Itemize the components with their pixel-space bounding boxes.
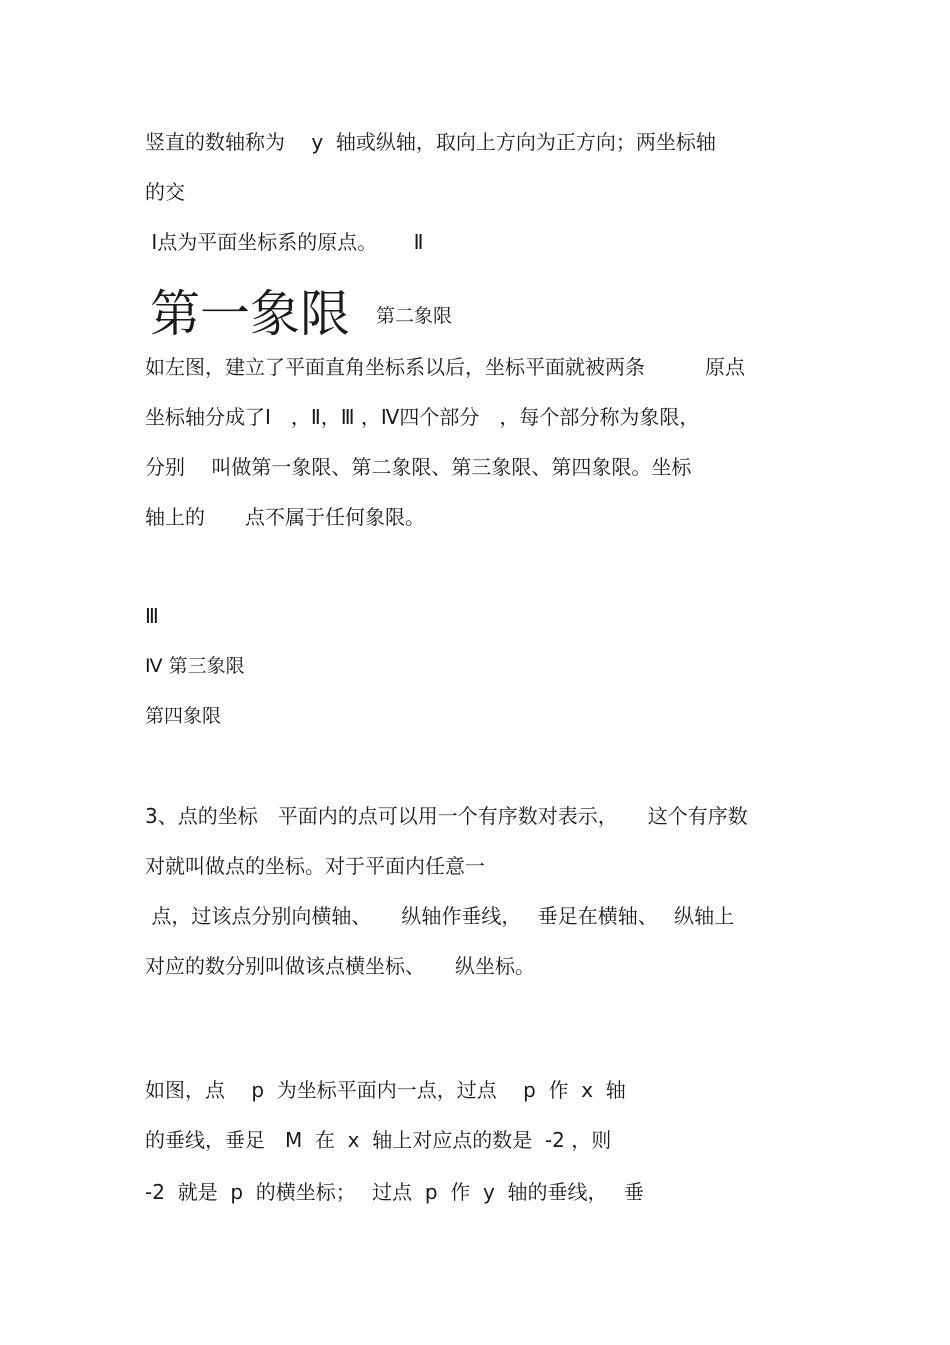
text-line-12: 如图，点 p 为坐标平面内一点，过点 p 作 x 轴	[145, 1078, 626, 1102]
text-line-10: 点，过该点分别向横轴、 纵轴作垂线， 垂足在横轴、 纵轴上	[145, 904, 735, 928]
text-line-1: 竖直的数轴称为 y 轴或纵轴，取向上方向为正方向；两坐标轴	[145, 130, 716, 154]
text-line-9: 对就叫做点的坐标。对于平面内任意一	[145, 854, 485, 878]
label-fourth-quadrant: 第四象限	[145, 705, 222, 727]
label-third-quadrant: Ⅳ 第三象限	[145, 655, 245, 677]
text-line-3: Ⅰ点为平面坐标系的原点。 Ⅱ	[145, 230, 424, 254]
text-line-11: 对应的数分别叫做该点横坐标、 纵坐标。	[145, 954, 535, 978]
heading-first-quadrant: 第一象限	[150, 285, 350, 343]
label-second-quadrant: 第二象限	[376, 305, 453, 327]
text-line-7: 轴上的 点不属于任何象限。	[145, 505, 425, 529]
text-line-6: 分别 叫做第一象限、第二象限、第三象限、第四象限。坐标	[145, 455, 692, 479]
text-line-8: 3、点的坐标 平面内的点可以用一个有序数对表示， 这个有序数	[145, 804, 748, 828]
roman-three: Ⅲ	[145, 604, 159, 628]
text-line-5: 坐标轴分成了Ⅰ ，Ⅱ，Ⅲ ，Ⅳ四个部分 ，每个部分称为象限，	[145, 405, 700, 429]
text-line-14: -2 就是 p 的横坐标； 过点 p 作 y 轴的垂线， 垂	[145, 1180, 644, 1204]
text-line-2: 的交	[145, 180, 185, 204]
text-line-13: 的垂线，垂足 M 在 x 轴上对应点的数是 -2 ，则	[145, 1128, 612, 1152]
text-line-4: 如左图，建立了平面直角坐标系以后，坐标平面就被两条 原点	[145, 355, 745, 379]
